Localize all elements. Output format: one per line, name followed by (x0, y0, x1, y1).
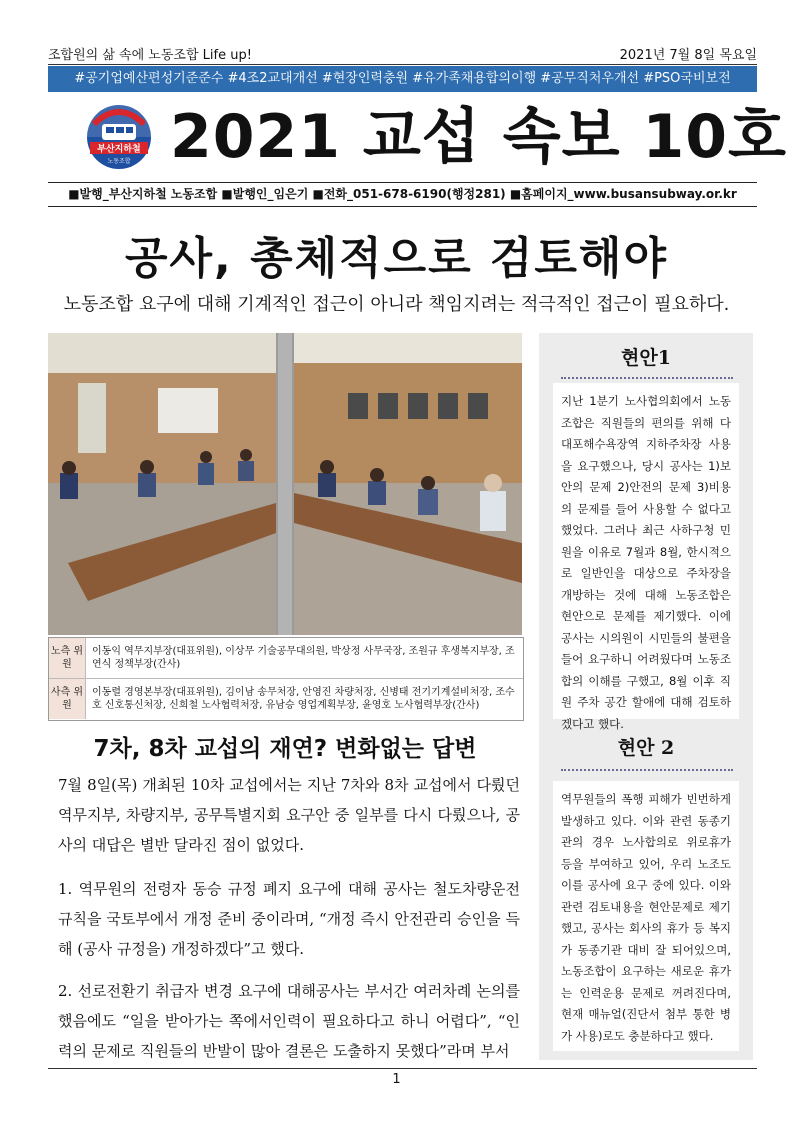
article-paragraph: 2. 선로전환기 취급자 변경 요구에 대해공사는 부서간 여러차례 논의를 했음에도 “일을 받아가는 쪽에서인력이 필요하다고 하니 어렵다”, “인력의 문제로 직원들의 반발이 많아 결론은 도출하지 못했다”라며 부서 (58, 982, 520, 1060)
dotted-divider (561, 769, 733, 771)
article-paragraph: 1. 역무원의 전령자 동승 규정 폐지 요구에 대해 공사는 철도차량운전 규칙을 국토부에서 개정 준비 중이라며, “개정 즉시 안전관리 승인을 득해 (공사 규정을) 개정하겠다”고 했다. (58, 880, 520, 958)
logo-text-sub: 노동조합 (107, 158, 131, 165)
photo-caption-table (48, 637, 524, 721)
publisher-info: ■발행_부산지하철 노동조합 ■발행인_임은기 ■전화_051-678-6190(행정281) ■홈페이지_www.busansubway.or.kr (68, 187, 737, 201)
caption-text: 이동렬 경영본부장(대표위원), 김이남 송무처장, 안영진 차량처장, 신병태 전기기계설비처장, 조수호 신호통신처장, 신희철 노사협력처장, 유남승 영업계획부장, 윤영호 노사협력부장(간사) (92, 687, 515, 711)
caption-label: 사측 위원 (49, 679, 86, 719)
caption-label: 노측 위원 (49, 638, 86, 678)
issue1-title: 현안1 (621, 347, 671, 369)
hashtag-bar: #공기업예산편성기준준수 #4조2교대개선 #현장인력충원 #유가족채용합의이행 #공무직처우개선 #PSO국비보전 (48, 66, 757, 92)
slogan: 조합원의 삶 속에 노동조합 Life up! (48, 48, 252, 63)
divider (48, 206, 757, 207)
divider (48, 1068, 757, 1069)
subheadline: 노동조합 요구에 대해 기계적인 접근이 아니라 책임지려는 적극적인 접근이 필요하다. (63, 294, 730, 315)
sidebar (539, 333, 753, 1060)
issue-date: 2021년 7월 8일 목요일 (619, 48, 757, 63)
top-line (48, 44, 757, 63)
issue2-title: 현안 2 (617, 737, 675, 759)
article-paragraph: 7월 8일(목) 개최된 10차 교섭에서는 지난 7차와 8차 교섭에서 다뤘던 역무지부, 차량지부, 공무특별지회 요구안 중 일부를 다시 다뤘으나, 공사의 대답은 별반 달라진 점이 없었다. (58, 776, 520, 854)
issue2-text: 역무원들의 폭행 피해가 빈번하게 발생하고 있다. 이와 관련 동종기관의 경우 노사합의로 위로휴가 등을 부여하고 있어, 우리 노조도 이를 공사에 요구 중에 있다. 이와 관련 검토내용을 현안문제로 제기했고, 공사는 회사의 휴가 등 복지가 동종기관 대비 잘 되어있으며, 노동조합이 요구하는 새로운 휴가는 인력운용 문제로 꺼려진다며, 현재 매뉴얼(진단서 첨부 통한 병가 사용)로도 충분하다고 했다. (553, 781, 739, 1051)
caption-row-management (49, 679, 523, 719)
page-number: 1 (392, 1072, 401, 1087)
logo-text-main: 부산지하철 (97, 144, 141, 155)
headline: 공사, 총체적으로 검토해야 (125, 233, 668, 284)
caption-text: 이동익 역무지부장(대표위원), 이상무 기술공무대의원, 박상정 사무국장, 조원규 후생복지부장, 조연식 정책부장(간사) (92, 646, 515, 670)
dotted-divider (561, 377, 733, 379)
divider (48, 182, 757, 183)
issue1-text: 지난 1분기 노사협의회에서 노동조합은 직원들의 편의를 위해 다대포해수욕장역 지하주차장 사용을 요구했으나, 당시 공사는 1)보안의 문제 2)안전의 문제 3)비용의 문제를 들어 사용할 수 없다고 했었다. 그러나 최근 사하구청 민원을 이유로 7월과 8월, 한시적으로 일반인을 대상으로 주차장을 개방하는 것에 대해 노동조합은 현안으로 문제를 제기했다. 이에 공사는 시의원이 시민들의 불편을 들어 요구하니 어려웠다며 노동조합의 이해를 구했고, 8월 이후 직원 주차 공간 할애에 대해 검토하겠다고 했다. (553, 383, 739, 719)
union-logo (86, 104, 152, 170)
newsletter-title: 2021 교섭 속보 10호 (170, 102, 787, 172)
caption-row-union (49, 638, 523, 679)
article-title: 7차, 8차 교섭의 재연? 변화없는 답변 (93, 736, 477, 762)
divider (48, 64, 757, 65)
meeting-photo (48, 333, 522, 635)
